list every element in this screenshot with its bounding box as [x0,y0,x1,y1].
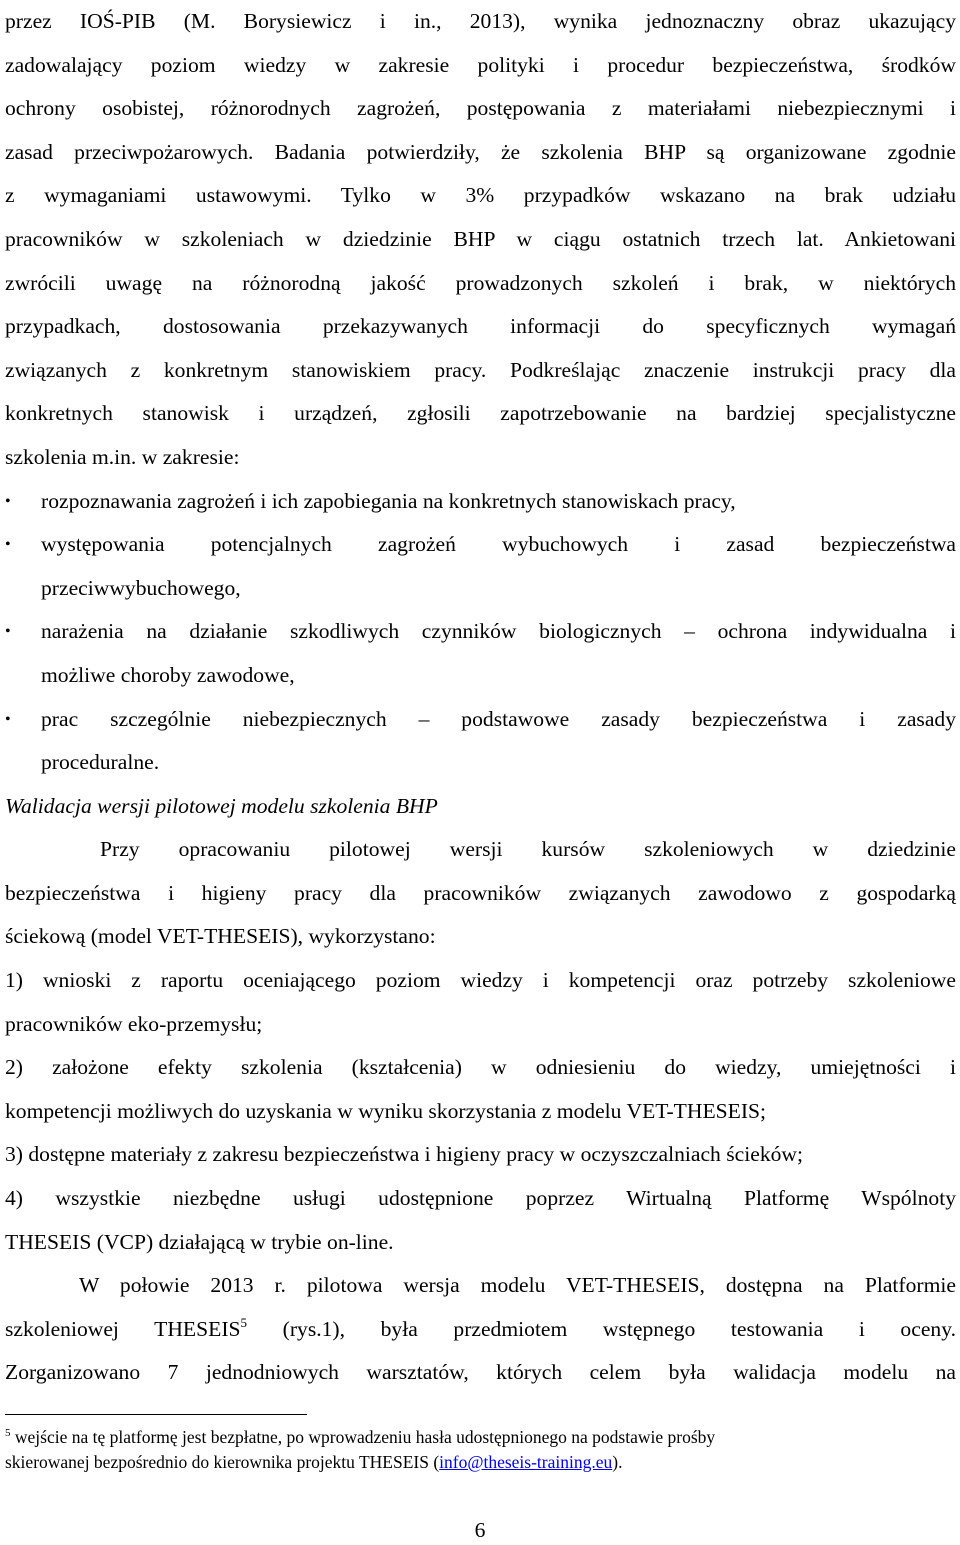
numbered-item-line: 4) wszystkie niezbędne usługi udostępnione poprzez Wirtualną Platformę Wspólnoty [5,1186,956,1211]
footnote-line [5,1450,956,1475]
list-item [5,698,956,785]
footnote-separator [5,1414,307,1415]
text-line: ściekową (model VET-THESEIS), wykorzystano: [5,924,436,949]
page-number: 6 [474,1518,486,1542]
list-item-text: narażenia na działanie szkodliwych czynników biologicznych – ochrona indywidualna i [41,619,956,644]
text-line: pracowników w szkoleniach w dziedzinie BHP w ciągu ostatnich trzech lat. Ankietowani [5,226,956,251]
list-item [5,523,956,610]
text-line: zadowalający poziom wiedzy w zakresie polityki i procedur bezpieczeństwa, środków [5,52,956,77]
list-item-text: rozpoznawania zagrożeń i ich zapobiegania na konkretnych stanowiskach pracy, [41,488,736,513]
text-line: z wymaganiami ustawowymi. Tylko w 3% przypadków wskazano na brak udziału [5,183,956,208]
bullet-icon: • [5,536,11,554]
text-line: bezpieczeństwa i higieny pracy dla pracowników związanych zawodowo z gospodarką [5,880,956,905]
numbered-item-line: 1) wnioski z raportu oceniającego poziom wiedzy i kompetencji oraz potrzeby szkoleniowe [5,968,956,993]
email-link[interactable]: info@theseis-training.eu [439,1452,613,1472]
numbered-item-line: THESEIS (VCP) działającą w trybie on-line. [5,1229,394,1254]
list-item-text: proceduralne. [41,750,160,775]
numbered-item-line: kompetencji możliwych do uzyskania w wyniku skorzystania z modelu VET-THESEIS; [5,1098,767,1123]
text-line: zwrócili uwagę na różnorodną jakość prowadzonych szkoleń i brak, w niektórych [5,270,956,295]
bullet-icon: • [5,710,11,728]
numbered-item-line: pracowników eko-przemysłu; [5,1011,263,1036]
numbered-list [5,959,956,1264]
footnote-text: ). [612,1452,623,1472]
list-item-text: występowania potencjalnych zagrożeń wybuchowych i zasad bezpieczeństwa [41,532,956,557]
text-line: zasad przeciwpożarowych. Badania potwierdziły, że szkolenia BHP są organizowane zgodnie [5,139,956,164]
document-page [5,0,956,1395]
bullet-icon: • [5,492,11,510]
footnote-reference[interactable]: 5 [240,1314,248,1330]
text-line: szkolenia m.in. w zakresie: [5,444,240,469]
footnote-number: 5 [5,1427,11,1439]
numbered-item-line: 3) dostępne materiały z zakresu bezpieczeństwa i higieny pracy w oczyszczalniach ścieków; [5,1142,804,1167]
list-item-text: prac szczególnie niebezpiecznych – podstawowe zasady bezpieczeństwa i zasady [41,706,956,731]
text-line: przypadkach, dostosowania przekazywanych informacji do specyficznych wymagań [5,314,956,339]
section-heading: Walidacja wersji pilotowej modelu szkolenia BHP [5,793,438,818]
text-span: (rys.1), była przedmiotem wstępnego testowania i oceny. [247,1316,956,1341]
list-item-text: przeciwwybuchowego, [41,575,241,600]
footnote [5,1425,956,1475]
text-line: związanych z konkretnym stanowiskiem pracy. Podkreślając znaczenie instrukcji pracy dla [5,357,956,382]
footnote-text: skierowanej bezpośrednio do kierownika projektu THESEIS ( [5,1452,440,1472]
text-line-with-footnote-ref [5,1308,956,1352]
text-line: konkretnych stanowisk i urządzeń, zgłosili zapotrzebowanie na bardziej specjalistyczne [5,401,956,426]
text-line: ochrony osobistej, różnorodnych zagrożeń, postępowania z materiałami niebezpiecznymi i [5,96,956,121]
text-line: Zorganizowano 7 jednodniowych warsztatów, których celem była walidacja modelu na [5,1360,956,1385]
list-item-text: możliwe choroby zawodowe, [41,662,295,687]
text-span: szkoleniowej THESEIS [5,1316,241,1341]
bullet-icon: • [5,623,11,641]
paragraph-1 [5,0,956,480]
paragraph-3 [5,1264,956,1395]
list-item [5,610,956,697]
list-item [5,480,956,524]
numbered-item-line: 2) założone efekty szkolenia (kształcenia) w odniesieniu do wiedzy, umiejętności i [5,1055,956,1080]
text-line: Przy opracowaniu pilotowej wersji kursów szkoleniowych w dziedzinie [100,837,956,862]
footnote-text: wejście na tę platformę jest bezpłatne, po wprowadzeniu hasła udostępnionego na podstawie prośby [10,1427,716,1447]
bullet-list [5,480,956,785]
text-line: W połowie 2013 r. pilotowa wersja modelu VET-THESEIS, dostępna na Platformie [79,1273,956,1298]
paragraph-2 [5,828,956,959]
footnote-line [5,1425,956,1450]
text-line: przez IOŚ-PIB (M. Borysiewicz i in., 2013), wynika jednoznaczny obraz ukazujący [5,9,956,33]
